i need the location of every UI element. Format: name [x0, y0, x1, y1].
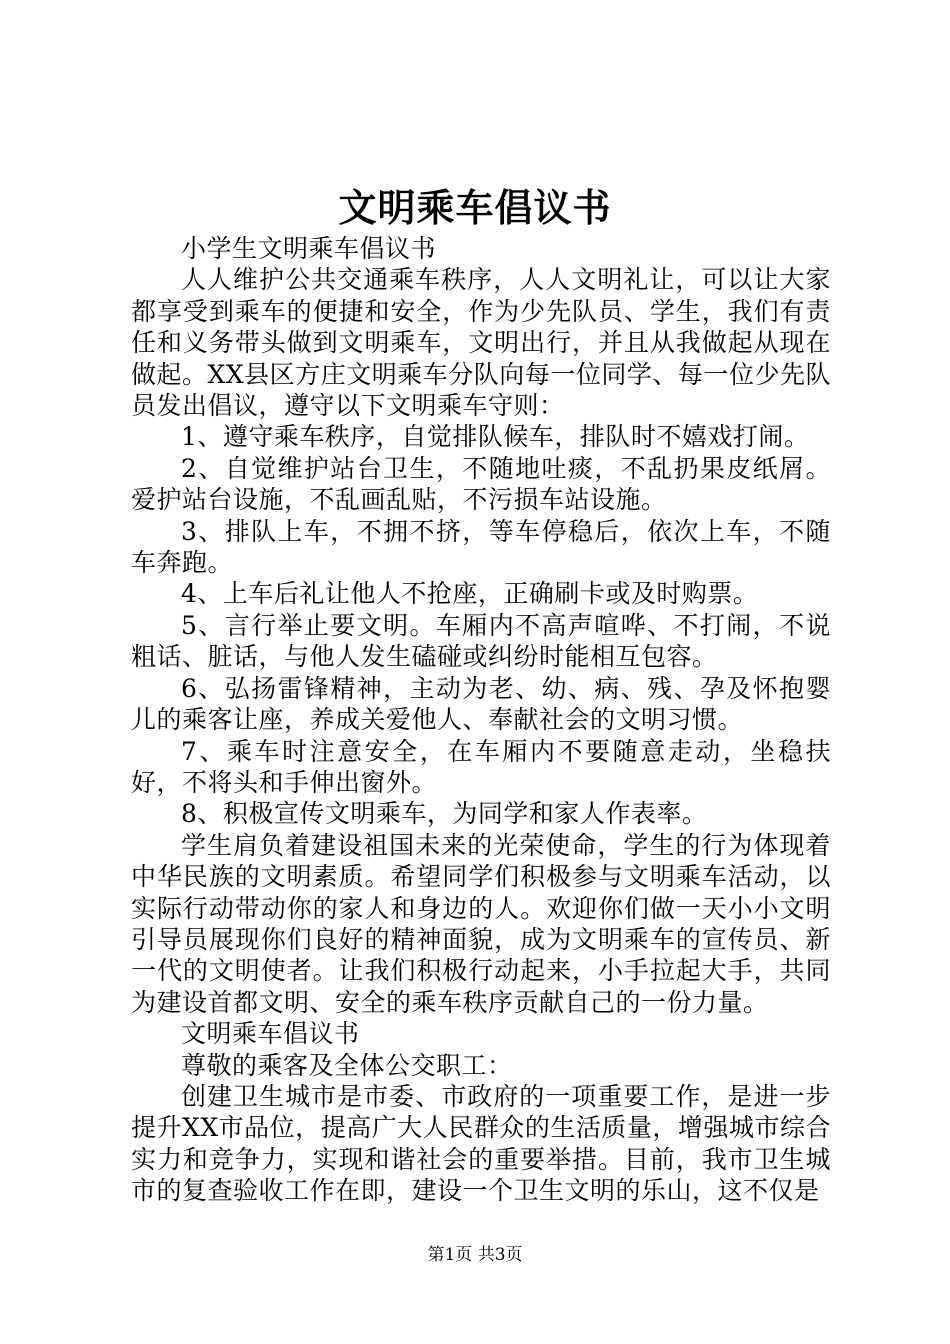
rule-paragraph-5: 5、言行举止要文明。车厢内不高声喧哗、不打闹，不说粗话、脏话，与他人发生磕碰或纠纷时能相互包容。 [131, 610, 831, 672]
rule-paragraph-7: 7、乘车时注意安全，在车厢内不要随意走动，坐稳扶好，不将头和手伸出窗外。 [131, 736, 831, 797]
closing-paragraph: 学生肩负着建设祖国未来的光荣使命，学生的行为体现着中华民族的文明素质。希望同学们积极参与文明乘车活动，以实际行动带动你的家人和身边的人。欢迎你们做一天小小文明引导员展现你们良好的精神面貌，成为文明乘车的宣传员、新一代的文明使者。让我们积极行动起来，小手拉起大手，共同为建设首都文明、安全的乘车秩序贡献自己的一份力量。 [131, 830, 831, 1017]
salutation-paragraph: 尊敬的乘客及全体公交职工： [181, 1050, 513, 1080]
intro-paragraph: 人人维护公共交通乘车秩序，人人文明礼让，可以让大家都享受到乘车的便捷和安全，作为少先队员、学生，我们有责任和义务带头做到文明乘车，文明出行，并且从我做起从现在做起。XX县区方庄文明乘车分队向每一位同学、每一位少先队员发出倡议，遵守以下文明乘车守则： [131, 265, 831, 421]
second-heading-paragraph: 文明乘车倡议书 [181, 1019, 360, 1049]
rule-paragraph-2: 2、自觉维护站台卫生，不随地吐痰，不乱扔果皮纸屑。爱护站台设施，不乱画乱贴，不污损车站设施。 [131, 453, 831, 515]
rule-paragraph-8: 8、积极宣传文明乘车，为同学和家人作表率。 [181, 799, 708, 829]
rule-paragraph-1: 1、遵守乘车秩序，自觉排队候车，排队时不嬉戏打闹。 [181, 422, 810, 452]
second-body-paragraph: 创建卫生城市是市委、市政府的一项重要工作，是进一步提升XX市品位，提高广大人民群众的生活质量，增强城市综合实力和竞争力，实现和谐社会的重要举措。目前，我市卫生城市的复查验收工作在即，建设一个卫生文明的乐山，这不仅是 [131, 1081, 831, 1206]
rule-paragraph-6: 6、弘扬雷锋精神，主动为老、幼、病、残、孕及怀抱婴儿的乘客让座，养成关爱他人、奉献社会的文明习惯。 [131, 673, 831, 735]
rule-paragraph-4: 4、上车后礼让他人不抢座，正确刷卡或及时购票。 [181, 579, 759, 609]
page-number-footer: 第1页 共3页 [427, 1245, 523, 1265]
subtitle-paragraph: 小学生文明乘车倡议书 [181, 234, 437, 263]
document-title: 文明乘车倡议书 [338, 185, 612, 230]
document-body [131, 233, 831, 1207]
rule-paragraph-3: 3、排队上车，不拥不挤，等车停稳后，依次上车，不随车奔跑。 [131, 516, 831, 578]
